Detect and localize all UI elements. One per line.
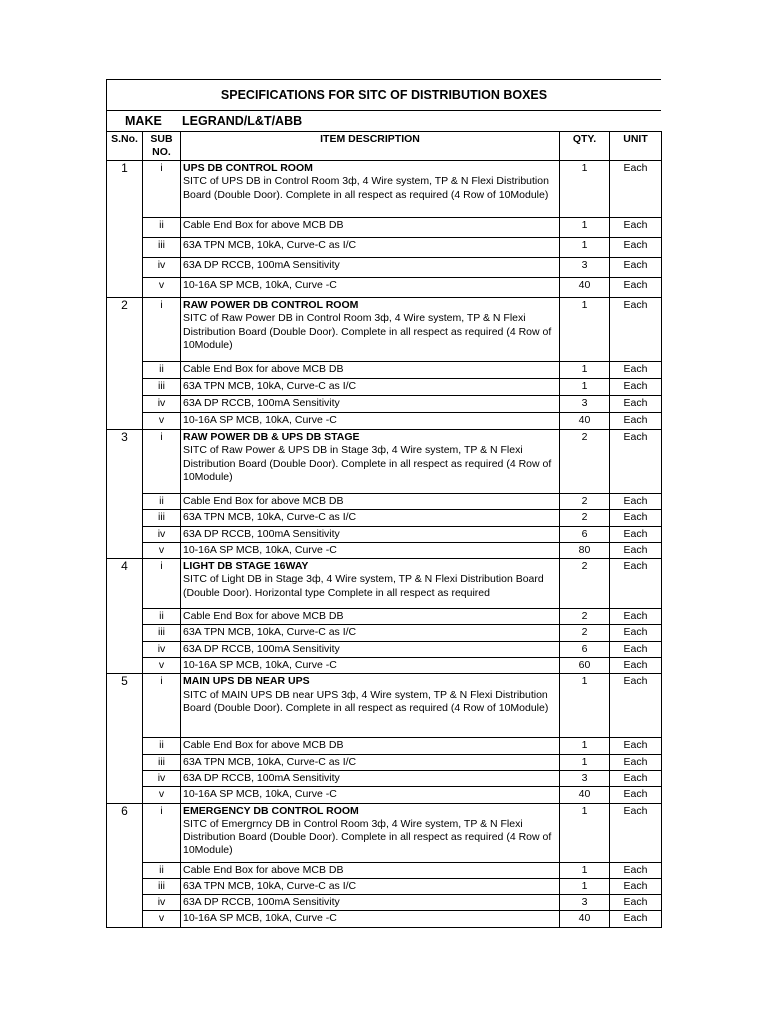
item-description: 63A TPN MCB, 10kA, Curve-C as I/C bbox=[183, 879, 357, 892]
table-row bbox=[107, 362, 662, 379]
serial-number-cell bbox=[107, 218, 143, 238]
quantity-cell: 6 bbox=[560, 526, 610, 542]
quantity-cell: 40 bbox=[560, 278, 610, 298]
sub-number-cell: v bbox=[143, 542, 181, 558]
table-row bbox=[107, 258, 662, 278]
item-description: 10-16A SP MCB, 10kA, Curve -C bbox=[183, 279, 337, 291]
sub-number-cell: i bbox=[143, 559, 181, 609]
item-description: 63A TPN MCB, 10kA, Curve-C as I/C bbox=[183, 626, 357, 639]
item-description: 63A DP RCCB, 100mA Sensitivity bbox=[183, 527, 340, 540]
serial-number-cell bbox=[107, 494, 143, 510]
sub-number-cell: iv bbox=[143, 258, 181, 278]
unit-cell: Each bbox=[610, 559, 662, 609]
table-row bbox=[107, 895, 662, 911]
description-cell bbox=[181, 218, 560, 238]
quantity-cell: 6 bbox=[560, 641, 610, 657]
sub-number-cell: iv bbox=[143, 770, 181, 786]
unit-cell: Each bbox=[610, 658, 662, 674]
item-heading: EMERGENCY DB CONTROL ROOM bbox=[183, 804, 359, 817]
serial-number-cell bbox=[107, 542, 143, 558]
item-description: Cable End Box for above MCB DB bbox=[183, 863, 344, 876]
item-heading: RAW POWER DB & UPS DB STAGE bbox=[183, 431, 360, 443]
description-cell bbox=[181, 362, 560, 379]
unit-cell: Each bbox=[610, 278, 662, 298]
unit-cell: Each bbox=[610, 754, 662, 770]
header-unit: UNIT bbox=[610, 132, 662, 161]
sub-number-cell: i bbox=[143, 674, 181, 738]
quantity-cell: 3 bbox=[560, 770, 610, 786]
serial-number-cell bbox=[107, 862, 143, 878]
header-qty: QTY. bbox=[560, 132, 610, 161]
header-row bbox=[107, 132, 662, 161]
description-cell bbox=[181, 413, 560, 430]
item-description: SITC of UPS DB in Control Room 3ф, 4 Wire system, TP & N Flexi Distribution Board (Double Door). Complete in all respect as required (4 Row of 10Module) bbox=[183, 175, 549, 201]
quantity-cell: 1 bbox=[560, 674, 610, 738]
item-description: 10-16A SP MCB, 10kA, Curve -C bbox=[183, 543, 337, 556]
item-description: 10-16A SP MCB, 10kA, Curve -C bbox=[183, 659, 337, 672]
sub-number-cell: ii bbox=[143, 609, 181, 625]
sub-number-cell: iii bbox=[143, 754, 181, 770]
item-description: SITC of MAIN UPS DB near UPS 3ф, 4 Wire system, TP & N Flexi Distribution Board (Double Door). Complete in all respect as required (4 Row of 10Module) bbox=[183, 688, 549, 714]
item-description: SITC of Light DB in Stage 3ф, 4 Wire system, TP & N Flexi Distribution Board (Double Door). Horizontal type Complete in all respect as required bbox=[183, 573, 544, 599]
quantity-cell: 3 bbox=[560, 258, 610, 278]
header-desc: ITEM DESCRIPTION bbox=[181, 132, 560, 161]
quantity-cell: 2 bbox=[560, 625, 610, 641]
item-description: SITC of Emergrncy DB in Control Room 3ф, 4 Wire system, TP & N Flexi Distribution Board (Double Door). Complete in all respect as required (4 Row of 10Module) bbox=[183, 817, 552, 857]
sub-number-cell: i bbox=[143, 298, 181, 362]
item-description: 10-16A SP MCB, 10kA, Curve -C bbox=[183, 912, 337, 925]
description-cell bbox=[181, 379, 560, 396]
table-row bbox=[107, 770, 662, 786]
sub-number-cell: iv bbox=[143, 526, 181, 542]
table-row bbox=[107, 238, 662, 258]
serial-number-cell bbox=[107, 641, 143, 657]
table-row bbox=[107, 542, 662, 558]
serial-number-cell: 4 bbox=[107, 559, 143, 609]
table-row bbox=[107, 379, 662, 396]
item-description: 63A TPN MCB, 10kA, Curve-C as I/C bbox=[183, 380, 357, 392]
description-cell bbox=[181, 278, 560, 298]
serial-number-cell bbox=[107, 362, 143, 379]
table-row bbox=[107, 641, 662, 657]
item-description: SITC of Raw Power DB in Control Room 3ф, 4 Wire system, TP & N Flexi Distribution Board (Double Door). Complete in all respect as required (4 Row of 10Module) bbox=[183, 312, 552, 351]
serial-number-cell bbox=[107, 278, 143, 298]
table-row bbox=[107, 674, 662, 738]
unit-cell: Each bbox=[610, 430, 662, 494]
description-cell bbox=[181, 542, 560, 558]
unit-cell: Each bbox=[610, 362, 662, 379]
serial-number-cell bbox=[107, 895, 143, 911]
description-cell bbox=[181, 559, 560, 609]
unit-cell: Each bbox=[610, 510, 662, 526]
sub-number-cell: iv bbox=[143, 641, 181, 657]
unit-cell: Each bbox=[610, 625, 662, 641]
item-heading: RAW POWER DB CONTROL ROOM bbox=[183, 299, 359, 311]
description-cell bbox=[181, 609, 560, 625]
unit-cell: Each bbox=[610, 494, 662, 510]
table-row bbox=[107, 218, 662, 238]
serial-number-cell: 6 bbox=[107, 803, 143, 862]
serial-number-cell bbox=[107, 526, 143, 542]
sub-number-cell: v bbox=[143, 911, 181, 927]
unit-cell: Each bbox=[610, 895, 662, 911]
description-cell bbox=[181, 258, 560, 278]
unit-cell: Each bbox=[610, 911, 662, 927]
serial-number-cell bbox=[107, 413, 143, 430]
table-row bbox=[107, 911, 662, 927]
table-row bbox=[107, 161, 662, 218]
quantity-cell: 1 bbox=[560, 161, 610, 218]
description-cell bbox=[181, 238, 560, 258]
description-cell bbox=[181, 625, 560, 641]
item-description: 63A TPN MCB, 10kA, Curve-C as I/C bbox=[183, 511, 357, 524]
description-cell bbox=[181, 770, 560, 786]
table-row bbox=[107, 754, 662, 770]
quantity-cell: 1 bbox=[560, 803, 610, 862]
header-sub: SUB NO. bbox=[143, 132, 181, 161]
quantity-cell: 40 bbox=[560, 787, 610, 803]
serial-number-cell bbox=[107, 609, 143, 625]
quantity-cell: 1 bbox=[560, 862, 610, 878]
description-cell bbox=[181, 494, 560, 510]
table-row bbox=[107, 862, 662, 878]
item-heading: LIGHT DB STAGE 16WAY bbox=[183, 560, 309, 573]
item-description: Cable End Box for above MCB DB bbox=[183, 363, 344, 375]
item-description: 63A TPN MCB, 10kA, Curve-C as I/C bbox=[183, 239, 357, 251]
table-row bbox=[107, 494, 662, 510]
item-description: 63A DP RCCB, 100mA Sensitivity bbox=[183, 771, 340, 784]
item-description: Cable End Box for above MCB DB bbox=[183, 739, 344, 752]
serial-number-cell bbox=[107, 396, 143, 413]
unit-cell: Each bbox=[610, 298, 662, 362]
serial-number-cell bbox=[107, 770, 143, 786]
item-description: SITC of Raw Power & UPS DB in Stage 3ф, 4 Wire system, TP & N Flexi Distribution Board (Double Door). Complete in all respect as required (4 Row of 10Module) bbox=[183, 444, 552, 483]
sub-number-cell: v bbox=[143, 658, 181, 674]
unit-cell: Each bbox=[610, 413, 662, 430]
sub-number-cell: ii bbox=[143, 362, 181, 379]
table-row bbox=[107, 625, 662, 641]
item-description: 10-16A SP MCB, 10kA, Curve -C bbox=[183, 414, 337, 426]
serial-number-cell bbox=[107, 878, 143, 894]
spec-table bbox=[106, 131, 662, 928]
description-cell bbox=[181, 396, 560, 413]
unit-cell: Each bbox=[610, 738, 662, 754]
quantity-cell: 2 bbox=[560, 510, 610, 526]
unit-cell: Each bbox=[610, 770, 662, 786]
make-value: LEGRAND/L&T/ABB bbox=[182, 114, 303, 128]
sub-number-cell: v bbox=[143, 787, 181, 803]
quantity-cell: 1 bbox=[560, 298, 610, 362]
table-row bbox=[107, 278, 662, 298]
item-heading: UPS DB CONTROL ROOM bbox=[183, 162, 313, 174]
item-description: 63A DP RCCB, 100mA Sensitivity bbox=[183, 259, 340, 271]
item-description: 63A TPN MCB, 10kA, Curve-C as I/C bbox=[183, 755, 357, 768]
item-description: Cable End Box for above MCB DB bbox=[183, 219, 344, 231]
description-cell bbox=[181, 878, 560, 894]
table-row bbox=[107, 738, 662, 754]
quantity-cell: 2 bbox=[560, 609, 610, 625]
unit-cell: Each bbox=[610, 878, 662, 894]
unit-cell: Each bbox=[610, 396, 662, 413]
quantity-cell: 1 bbox=[560, 754, 610, 770]
quantity-cell: 1 bbox=[560, 218, 610, 238]
unit-cell: Each bbox=[610, 803, 662, 862]
sub-number-cell: ii bbox=[143, 218, 181, 238]
description-cell bbox=[181, 803, 560, 862]
description-cell bbox=[181, 754, 560, 770]
serial-number-cell bbox=[107, 258, 143, 278]
description-cell bbox=[181, 787, 560, 803]
item-description: Cable End Box for above MCB DB bbox=[183, 610, 344, 623]
item-description: Cable End Box for above MCB DB bbox=[183, 495, 344, 507]
quantity-cell: 40 bbox=[560, 911, 610, 927]
table-row bbox=[107, 787, 662, 803]
description-cell bbox=[181, 298, 560, 362]
sub-number-cell: iii bbox=[143, 379, 181, 396]
quantity-cell: 1 bbox=[560, 238, 610, 258]
serial-number-cell bbox=[107, 625, 143, 641]
unit-cell: Each bbox=[610, 674, 662, 738]
quantity-cell: 2 bbox=[560, 494, 610, 510]
serial-number-cell bbox=[107, 379, 143, 396]
table-row bbox=[107, 526, 662, 542]
table-row bbox=[107, 803, 662, 862]
serial-number-cell bbox=[107, 754, 143, 770]
serial-number-cell: 2 bbox=[107, 298, 143, 362]
spec-sheet bbox=[106, 79, 661, 928]
unit-cell: Each bbox=[610, 161, 662, 218]
item-description: 63A DP RCCB, 100mA Sensitivity bbox=[183, 397, 340, 409]
table-row bbox=[107, 430, 662, 494]
serial-number-cell: 3 bbox=[107, 430, 143, 494]
sub-number-cell: iii bbox=[143, 878, 181, 894]
quantity-cell: 60 bbox=[560, 658, 610, 674]
sub-number-cell: iv bbox=[143, 895, 181, 911]
unit-cell: Each bbox=[610, 862, 662, 878]
serial-number-cell bbox=[107, 787, 143, 803]
table-row bbox=[107, 559, 662, 609]
unit-cell: Each bbox=[610, 542, 662, 558]
unit-cell: Each bbox=[610, 641, 662, 657]
item-description: 63A DP RCCB, 100mA Sensitivity bbox=[183, 896, 340, 909]
spec-body bbox=[107, 161, 662, 928]
serial-number-cell bbox=[107, 658, 143, 674]
table-row bbox=[107, 878, 662, 894]
quantity-cell: 1 bbox=[560, 362, 610, 379]
item-heading: MAIN UPS DB NEAR UPS bbox=[183, 675, 310, 688]
description-cell bbox=[181, 510, 560, 526]
quantity-cell: 3 bbox=[560, 895, 610, 911]
unit-cell: Each bbox=[610, 238, 662, 258]
sheet-title-text: SPECIFICATIONS FOR SITC OF DISTRIBUTION BOXES bbox=[220, 88, 548, 102]
table-row bbox=[107, 609, 662, 625]
sheet-title bbox=[106, 79, 661, 110]
serial-number-cell: 1 bbox=[107, 161, 143, 218]
sub-number-cell: iii bbox=[143, 625, 181, 641]
sub-number-cell: v bbox=[143, 278, 181, 298]
quantity-cell: 1 bbox=[560, 379, 610, 396]
sub-number-cell: iv bbox=[143, 396, 181, 413]
serial-number-cell bbox=[107, 510, 143, 526]
sub-number-cell: i bbox=[143, 803, 181, 862]
item-description: 63A DP RCCB, 100mA Sensitivity bbox=[183, 642, 340, 655]
description-cell bbox=[181, 161, 560, 218]
table-row bbox=[107, 396, 662, 413]
description-cell bbox=[181, 738, 560, 754]
sub-number-cell: ii bbox=[143, 494, 181, 510]
quantity-cell: 2 bbox=[560, 430, 610, 494]
table-row bbox=[107, 510, 662, 526]
description-cell bbox=[181, 911, 560, 927]
quantity-cell: 80 bbox=[560, 542, 610, 558]
header-sno: S.No. bbox=[107, 132, 143, 161]
quantity-cell: 40 bbox=[560, 413, 610, 430]
unit-cell: Each bbox=[610, 526, 662, 542]
sub-number-cell: ii bbox=[143, 738, 181, 754]
sub-number-cell: v bbox=[143, 413, 181, 430]
serial-number-cell bbox=[107, 238, 143, 258]
serial-number-cell: 5 bbox=[107, 674, 143, 738]
description-cell bbox=[181, 430, 560, 494]
table-row bbox=[107, 413, 662, 430]
description-cell bbox=[181, 895, 560, 911]
serial-number-cell bbox=[107, 738, 143, 754]
quantity-cell: 1 bbox=[560, 878, 610, 894]
unit-cell: Each bbox=[610, 258, 662, 278]
unit-cell: Each bbox=[610, 787, 662, 803]
item-description: 10-16A SP MCB, 10kA, Curve -C bbox=[183, 788, 337, 801]
quantity-cell: 2 bbox=[560, 559, 610, 609]
sub-number-cell: i bbox=[143, 430, 181, 494]
description-cell bbox=[181, 862, 560, 878]
sub-number-cell: i bbox=[143, 161, 181, 218]
make-row bbox=[106, 110, 661, 131]
sub-number-cell: iii bbox=[143, 238, 181, 258]
description-cell bbox=[181, 641, 560, 657]
unit-cell: Each bbox=[610, 218, 662, 238]
sub-number-cell: ii bbox=[143, 862, 181, 878]
make-label: MAKE bbox=[125, 114, 162, 128]
sub-number-cell: iii bbox=[143, 510, 181, 526]
table-row bbox=[107, 658, 662, 674]
description-cell bbox=[181, 526, 560, 542]
quantity-cell: 3 bbox=[560, 396, 610, 413]
description-cell bbox=[181, 658, 560, 674]
serial-number-cell bbox=[107, 911, 143, 927]
description-cell bbox=[181, 674, 560, 738]
unit-cell: Each bbox=[610, 609, 662, 625]
unit-cell: Each bbox=[610, 379, 662, 396]
table-row bbox=[107, 298, 662, 362]
quantity-cell: 1 bbox=[560, 738, 610, 754]
